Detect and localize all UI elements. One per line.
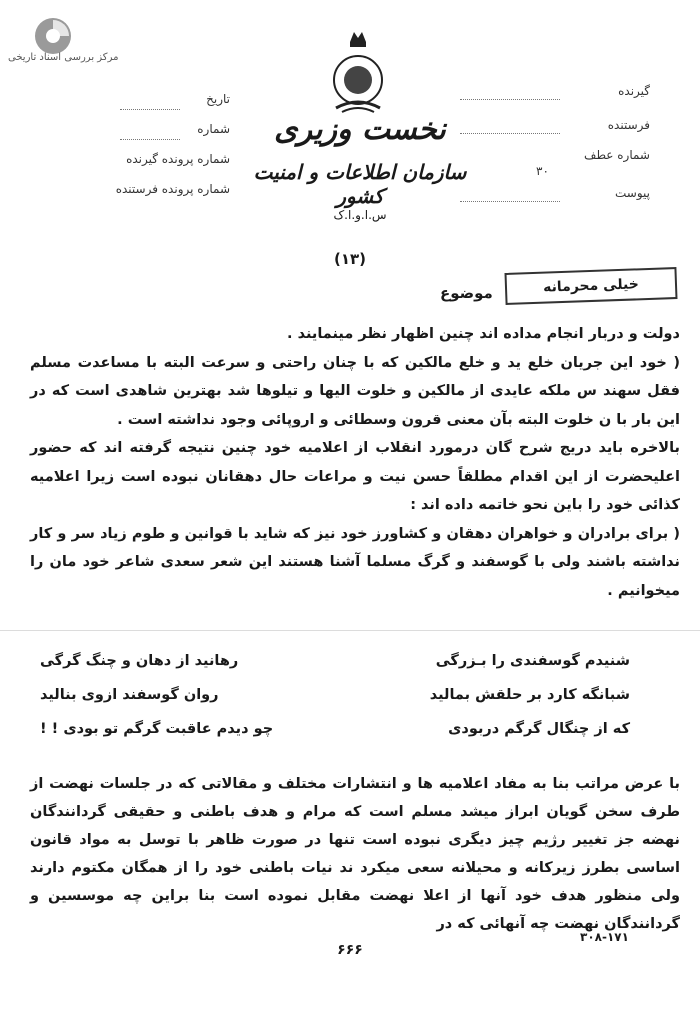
poem-hemistich-right: که از چنگال گرگم دربودی xyxy=(448,721,630,737)
field-sender-file-label: شماره پرونده فرستنده xyxy=(115,182,230,196)
field-reference-label: شماره عطف xyxy=(584,148,650,162)
archive-name: مرکز بررسی اسناد تاریخی xyxy=(8,52,119,63)
body-paragraph: دولت و دربار انجام مداده اند چنین اظهار نظر مینمایند . xyxy=(287,326,680,342)
body-paragraph: بالاخره باید دریج شرح گان درمورد انقلاب از اعلامیه خود چنین نتیجه گرفته اند که حضور اعلیحضرت از این اقدام مطلقاً حسن نیت و مراعات حال دهقانان نبوده است زیرا اعلامیه کذائی خود را باین نحو خاتمه داده اند : xyxy=(30,440,680,513)
page-number: ۶۶۶ xyxy=(337,942,363,958)
subject-label: موضوع xyxy=(440,284,493,302)
poem-verse xyxy=(40,644,630,678)
field-number-label: شماره xyxy=(197,122,230,136)
org-subtitle: سازمان اطلاعات و امنیت کشور xyxy=(253,160,467,208)
body-paragraph: ( برای برادران و خواهران دهقان و کشاورز خود نیز که شاید با قوانین و طوم زیاد سر و کار نداشته باشند ولی با گوسفند و گرگ مسلما آشنا هستند این شعر سعدی شاعر خود مان را میخوانیم . xyxy=(30,525,680,599)
classification-stamp: خیلی محرمانه xyxy=(504,267,677,305)
field-sender-label: فرستنده xyxy=(607,118,650,132)
field-number-line xyxy=(120,138,180,140)
field-attachment-label: پیوست xyxy=(615,186,650,200)
poem-verse xyxy=(40,678,630,712)
org-title: نخست وزیری xyxy=(274,112,446,147)
closing-paragraph: با عرض مراتب بنا به مفاد اعلامیه ها و انتشارات مختلف و مقالاتی که در جلسات نهضت از طرف سخن گویان ابراز میشد مسلم است که مرام و هدف باطنی و حقیقی گردانندگان نهضه جز تغییر رژیم چیز دیگری نبوده است تنها در صورت ظاهر با توسل به مواد قانون اساسی بطرز زیرکانه و محیلانه سعی میکرد ند نیات باطنی خود را از همگان مکتوم دارند ولی منظور هدف خود آنها از اعلا نهضت مقابل نموده است بنا براین چه موسسین و گردانندگان نهضت چه آنهائی که در xyxy=(30,776,680,932)
body-text xyxy=(30,320,680,605)
field-sender-line xyxy=(460,132,560,134)
field-attachment-line xyxy=(460,200,560,202)
lion-and-sun-emblem xyxy=(328,28,388,118)
poem xyxy=(40,644,630,746)
field-date-line xyxy=(120,108,180,110)
poem-hemistich-right: شنیدم گوسفندی را بـزرگی xyxy=(435,653,630,669)
field-reference-value: ۳۰ xyxy=(536,164,549,178)
poem-hemistich-right: شبانگه کارد بر حلقش بمالید xyxy=(429,687,630,703)
body-paragraph: ( خود این جریان خلع ید و خلع مالکین که با چنان راحتی و سرعت البته با مساعدت مسلم فقل سهند س ملکه عایدی از مالکین و خلوت الیها و تیلوها شد بهترین شاهدی است که در این بار با ن خلوت البته بآن معنی قرون وسطائی و اروپائی وجود نداشته است . xyxy=(30,354,680,428)
document-number: (۱۳) xyxy=(333,250,367,268)
margin-code: ۳۰۸-۱۷۱ xyxy=(580,930,629,944)
field-recipient-file-label: شماره پرونده گیرنده xyxy=(126,152,230,166)
poem-hemistich-left: چو دیدم عاقبت گرگم تو بودی ! ! xyxy=(40,721,274,737)
field-recipient-label: گیرنده xyxy=(618,84,650,98)
poem-verse xyxy=(40,712,630,746)
org-code: س.ا.و.ا.ک xyxy=(333,208,387,222)
field-recipient-line xyxy=(460,98,560,100)
poem-hemistich-left: روان گوسفند ازوی بنالید xyxy=(40,687,219,703)
poem-hemistich-left: رهانید از دهان و چنگ گرگی xyxy=(40,653,239,669)
fold-line xyxy=(0,630,700,631)
field-date-label: تاریخ xyxy=(206,92,230,106)
